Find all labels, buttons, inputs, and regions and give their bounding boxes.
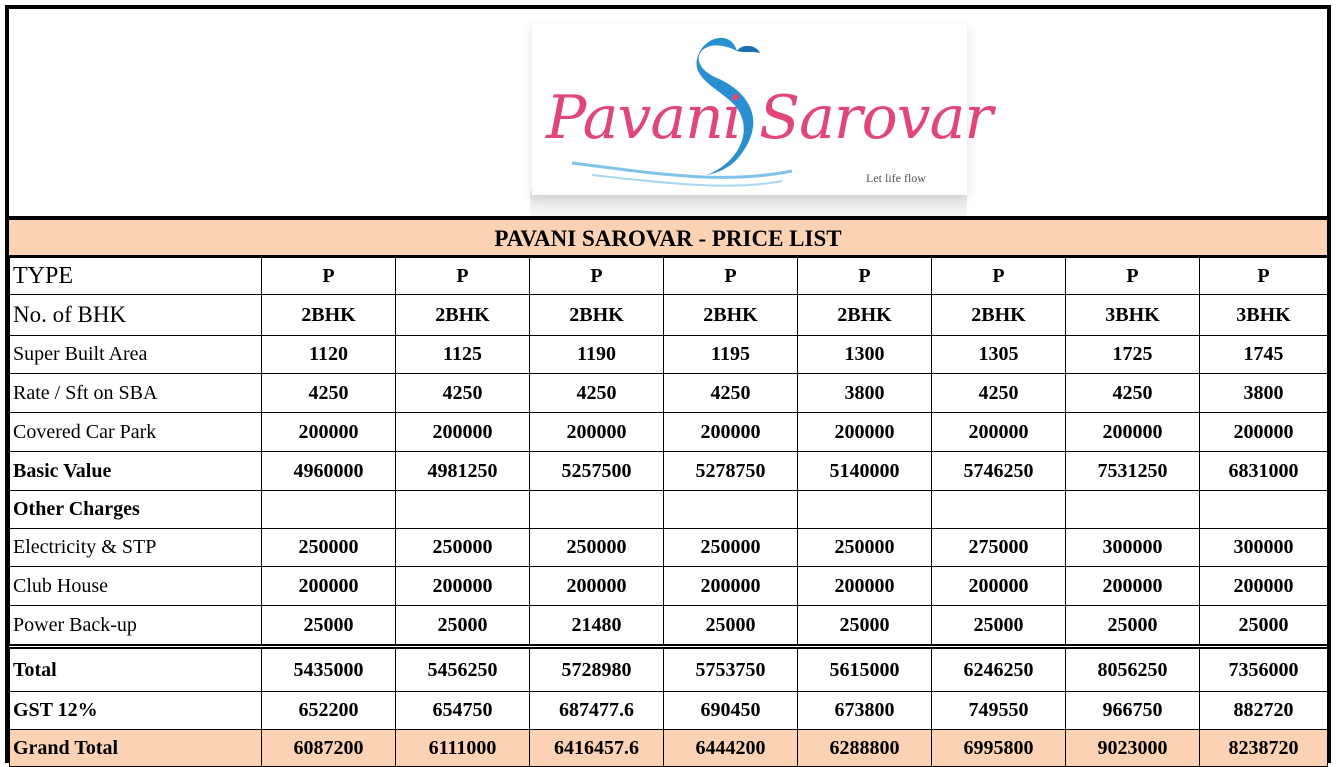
- table-cell: 1120: [262, 336, 396, 374]
- row-label: GST 12%: [10, 692, 262, 730]
- table-cell: 4250: [396, 374, 530, 413]
- row-label: Grand Total: [10, 730, 262, 767]
- price-list-title: PAVANI SAROVAR - PRICE LIST: [9, 220, 1327, 257]
- table-cell: 7531250: [1066, 452, 1200, 491]
- row-label: TYPE: [10, 258, 262, 295]
- table-cell: 250000: [262, 529, 396, 567]
- table-cell: 200000: [932, 567, 1066, 606]
- table-cell: [664, 491, 798, 529]
- table-cell: 200000: [664, 413, 798, 452]
- table-cell: [530, 491, 664, 529]
- table-cell: 25000: [1200, 606, 1328, 647]
- table-cell: 200000: [1200, 567, 1328, 606]
- table-cell: 4250: [932, 374, 1066, 413]
- table-cell: 4960000: [262, 452, 396, 491]
- table-cell: 6087200: [262, 730, 396, 767]
- table-cell: 1300: [798, 336, 932, 374]
- table-row: [10, 692, 1328, 730]
- table-cell: 200000: [530, 413, 664, 452]
- table-row: [10, 491, 1328, 529]
- table-cell: 5615000: [798, 647, 932, 692]
- table-cell: 3BHK: [1066, 295, 1200, 336]
- table-cell: P: [262, 258, 396, 295]
- table-row: [10, 413, 1328, 452]
- table-cell: 21480: [530, 606, 664, 647]
- table-cell: 4250: [530, 374, 664, 413]
- table-cell: 5456250: [396, 647, 530, 692]
- table-cell: P: [664, 258, 798, 295]
- table-cell: 200000: [1066, 413, 1200, 452]
- table-cell: 200000: [798, 567, 932, 606]
- table-cell: 2BHK: [262, 295, 396, 336]
- table-cell: 5753750: [664, 647, 798, 692]
- table-row: [10, 374, 1328, 413]
- table-cell: 6111000: [396, 730, 530, 767]
- table-cell: 200000: [262, 413, 396, 452]
- table-row: [10, 606, 1328, 647]
- table-cell: 6416457.6: [530, 730, 664, 767]
- table-cell: 25000: [664, 606, 798, 647]
- table-cell: 5257500: [530, 452, 664, 491]
- table-cell: 9023000: [1066, 730, 1200, 767]
- brand-name: Pavani Sarovar: [546, 83, 993, 153]
- table-cell: 654750: [396, 692, 530, 730]
- row-label: Total: [10, 647, 262, 692]
- table-cell: [1066, 491, 1200, 529]
- row-label: Power Back-up: [10, 606, 262, 647]
- table-cell: 690450: [664, 692, 798, 730]
- table-cell: 1725: [1066, 336, 1200, 374]
- table-cell: 8238720: [1200, 730, 1328, 767]
- table-cell: P: [530, 258, 664, 295]
- brand-tagline: Let life flow: [866, 171, 926, 185]
- table-cell: 275000: [932, 529, 1066, 567]
- table-cell: 7356000: [1200, 647, 1328, 692]
- table-cell: [798, 491, 932, 529]
- table-cell: 2BHK: [798, 295, 932, 336]
- table-cell: 200000: [530, 567, 664, 606]
- table-cell: 1195: [664, 336, 798, 374]
- table-row: [10, 529, 1328, 567]
- row-label: Super Built Area: [10, 336, 262, 374]
- row-label: Other Charges: [10, 491, 262, 529]
- table-cell: 200000: [396, 567, 530, 606]
- row-label: Covered Car Park: [10, 413, 262, 452]
- table-row: [10, 336, 1328, 374]
- table-cell: 200000: [396, 413, 530, 452]
- row-label: Club House: [10, 567, 262, 606]
- table-cell: 200000: [1200, 413, 1328, 452]
- table-cell: 5140000: [798, 452, 932, 491]
- table-cell: 300000: [1200, 529, 1328, 567]
- table-cell: P: [1200, 258, 1328, 295]
- table-cell: 1305: [932, 336, 1066, 374]
- table-cell: 6995800: [932, 730, 1066, 767]
- table-cell: 200000: [798, 413, 932, 452]
- table-cell: 25000: [396, 606, 530, 647]
- table-cell: 2BHK: [932, 295, 1066, 336]
- table-cell: [932, 491, 1066, 529]
- table-cell: 25000: [1066, 606, 1200, 647]
- table-cell: [396, 491, 530, 529]
- table-cell: 6246250: [932, 647, 1066, 692]
- row-label: No. of BHK: [10, 295, 262, 336]
- table-cell: 4250: [1066, 374, 1200, 413]
- row-label: Basic Value: [10, 452, 262, 491]
- table-cell: 8056250: [1066, 647, 1200, 692]
- table-cell: 673800: [798, 692, 932, 730]
- table-cell: [262, 491, 396, 529]
- table-cell: 4981250: [396, 452, 530, 491]
- table-cell: 250000: [798, 529, 932, 567]
- table-cell: 5278750: [664, 452, 798, 491]
- table-cell: 749550: [932, 692, 1066, 730]
- table-cell: 1190: [530, 336, 664, 374]
- table-cell: 250000: [530, 529, 664, 567]
- table-cell: 2BHK: [530, 295, 664, 336]
- table-cell: 652200: [262, 692, 396, 730]
- table-cell: P: [798, 258, 932, 295]
- table-cell: 687477.6: [530, 692, 664, 730]
- table-cell: 2BHK: [396, 295, 530, 336]
- table-cell: 200000: [664, 567, 798, 606]
- table-row: [10, 647, 1328, 692]
- table-cell: 4250: [664, 374, 798, 413]
- table-row: [10, 295, 1328, 336]
- table-cell: [1200, 491, 1328, 529]
- table-cell: 3800: [1200, 374, 1328, 413]
- table-cell: 4250: [262, 374, 396, 413]
- table-cell: 6288800: [798, 730, 932, 767]
- table-row: [10, 258, 1328, 295]
- table-cell: 200000: [932, 413, 1066, 452]
- row-label: Rate / Sft on SBA: [10, 374, 262, 413]
- table-cell: 882720: [1200, 692, 1328, 730]
- table-cell: 5728980: [530, 647, 664, 692]
- table-row: [10, 730, 1328, 767]
- table-cell: 3800: [798, 374, 932, 413]
- table-row: [10, 567, 1328, 606]
- table-cell: 200000: [262, 567, 396, 606]
- table-cell: 5746250: [932, 452, 1066, 491]
- price-table: [9, 257, 1328, 767]
- table-cell: 6831000: [1200, 452, 1328, 491]
- table-cell: 25000: [932, 606, 1066, 647]
- row-label: Electricity & STP: [10, 529, 262, 567]
- table-cell: P: [396, 258, 530, 295]
- price-list-frame: [5, 5, 1331, 763]
- table-cell: 1745: [1200, 336, 1328, 374]
- table-cell: P: [932, 258, 1066, 295]
- table-cell: P: [1066, 258, 1200, 295]
- table-cell: 3BHK: [1200, 295, 1328, 336]
- table-cell: 1125: [396, 336, 530, 374]
- table-cell: 25000: [798, 606, 932, 647]
- table-cell: 6444200: [664, 730, 798, 767]
- table-cell: 250000: [396, 529, 530, 567]
- table-cell: 200000: [1066, 567, 1200, 606]
- table-cell: 966750: [1066, 692, 1200, 730]
- table-row: [10, 452, 1328, 491]
- table-cell: 2BHK: [664, 295, 798, 336]
- logo-header: [9, 9, 1327, 220]
- table-cell: 300000: [1066, 529, 1200, 567]
- table-cell: 250000: [664, 529, 798, 567]
- table-cell: 5435000: [262, 647, 396, 692]
- table-cell: 25000: [262, 606, 396, 647]
- brand-logo: [532, 23, 993, 195]
